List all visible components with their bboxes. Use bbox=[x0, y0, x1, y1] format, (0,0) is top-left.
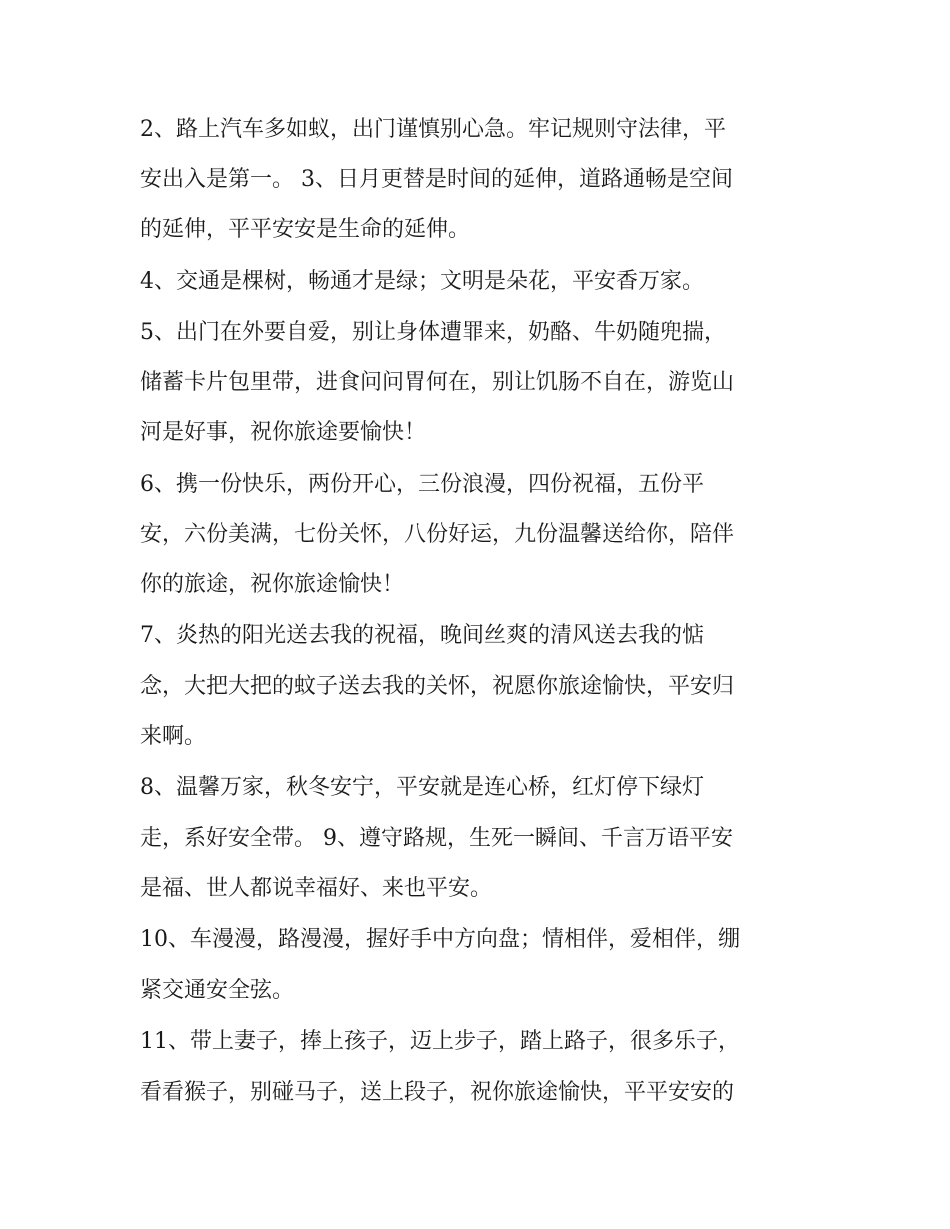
text-line: 来啊。 bbox=[140, 724, 207, 749]
text-line: 8、温馨万家，秋冬安宁，平安就是连心桥，红灯停下绿灯 bbox=[140, 775, 704, 800]
text-line: 10、车漫漫，路漫漫，握好手中方向盘；情相伴，爱相伴，绷 bbox=[140, 927, 740, 952]
text-line: 你的旅途，祝你旅途愉快！ bbox=[140, 572, 405, 597]
text-line: 储蓄卡片包里带，进食问问胃何在，别让饥肠不自在，游览山 bbox=[140, 370, 735, 395]
text-line: 2、路上汽车多如蚁，出门谨慎别心急。牢记规则守法律，平 bbox=[140, 117, 726, 142]
text-line: 4、交通是棵树，畅通才是绿；文明是朵花，平安香万家。 bbox=[140, 269, 704, 294]
text-line: 的延伸，平平安安是生命的延伸。 bbox=[140, 217, 471, 242]
text-line: 河是好事，祝你旅途要愉快！ bbox=[140, 420, 427, 445]
text-line: 看看猴子，别碰马子，送上段子，祝你旅途愉快，平平安安的 bbox=[140, 1080, 735, 1105]
text-line: 走，系好安全带。 9、遵守路规，生死一瞬间、千言万语平安 bbox=[140, 826, 733, 851]
text-line: 安出入是第一。 3、日月更替是时间的延伸，道路通畅是空间 bbox=[140, 167, 733, 192]
text-line: 11、带上妻子，捧上孩子，迈上步子，踏上路子，很多乐子， bbox=[140, 1029, 740, 1054]
text-line: 念，大把大把的蚊子送去我的关怀，祝愿你旅途愉快，平安归 bbox=[140, 674, 735, 699]
text-line: 6、携一份快乐，两份开心，三份浪漫，四份祝福，五份平 bbox=[140, 472, 704, 497]
text-line: 5、出门在外要自爱，别让身体遭罪来，奶酪、牛奶随兜揣， bbox=[140, 320, 726, 345]
text-line: 是福、世人都说幸福好、来也平安。 bbox=[140, 876, 493, 901]
text-line: 紧交通安全弦。 bbox=[140, 978, 295, 1003]
text-line: 7、炎热的阳光送去我的祝福，晚间丝爽的清风送去我的惦 bbox=[140, 623, 704, 648]
text-line: 安，六份美满，七份关怀，八份好运，九份温馨送给你，陪伴 bbox=[140, 522, 735, 547]
